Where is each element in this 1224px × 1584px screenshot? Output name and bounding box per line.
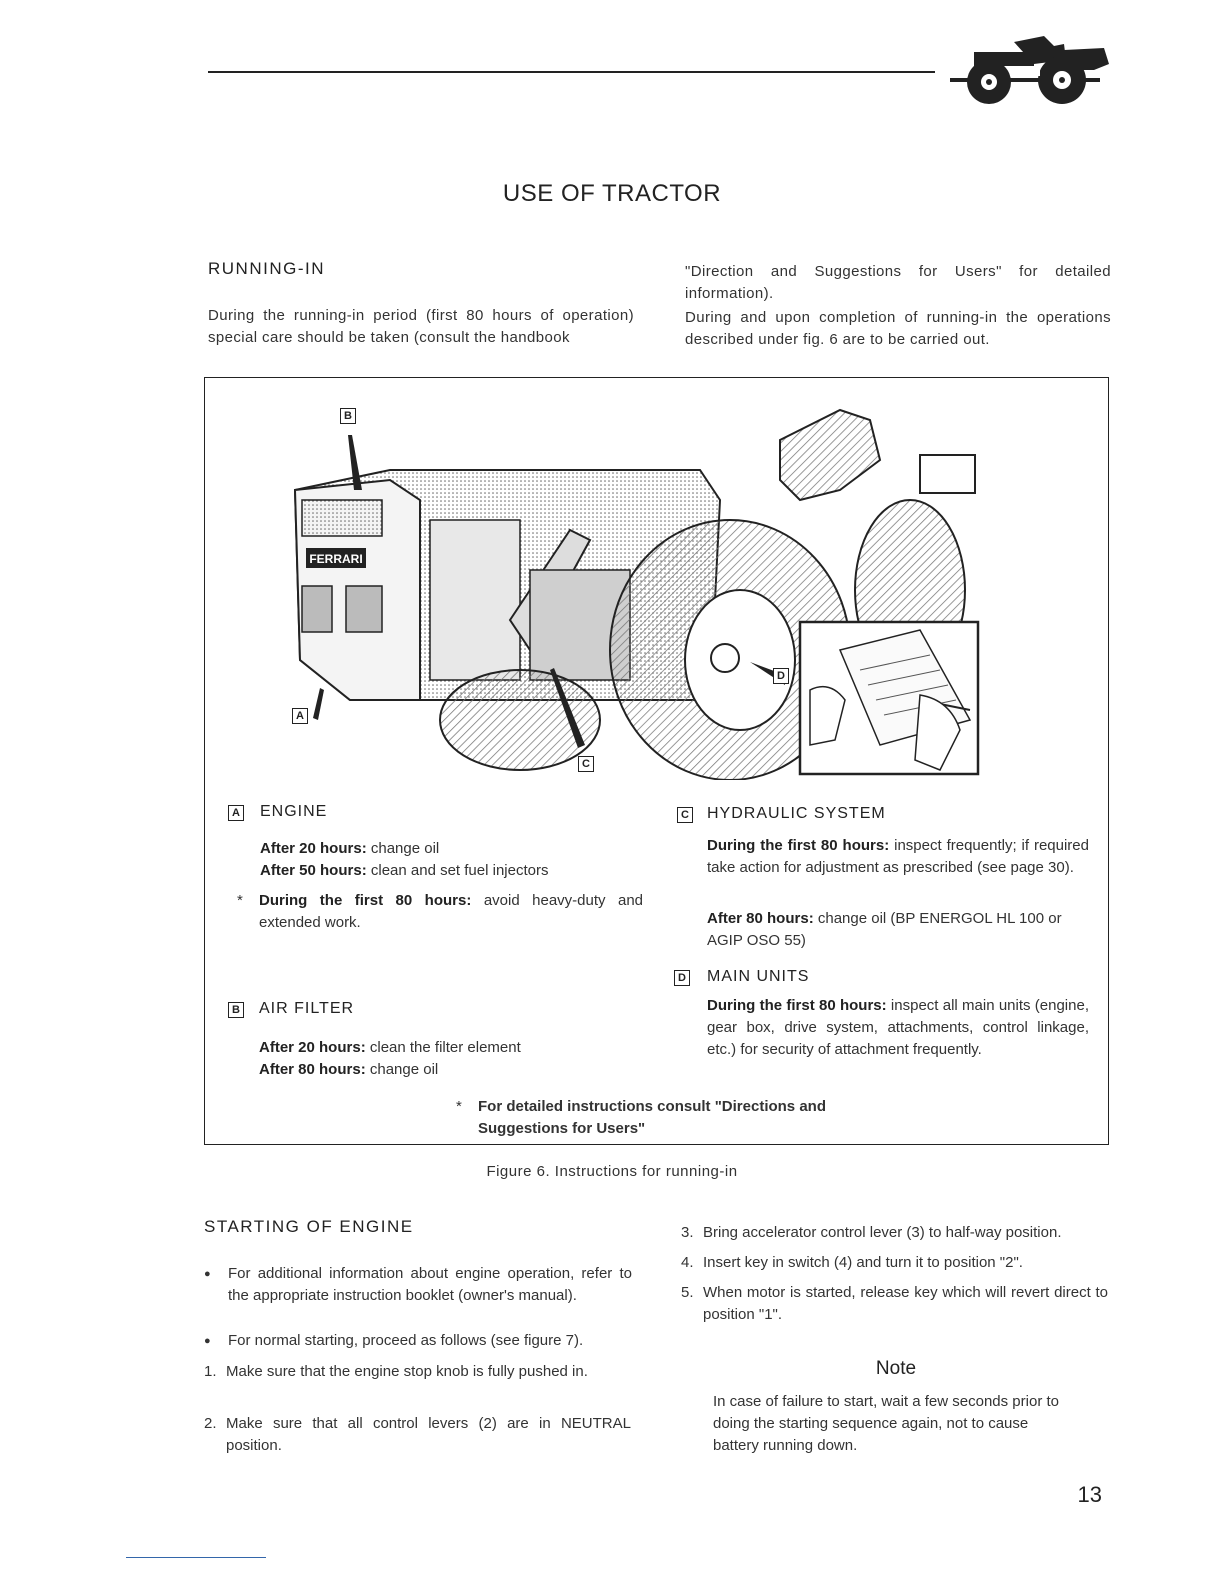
figure-label-b: B	[340, 408, 356, 424]
note-text: In case of failure to start, wait a few seconds prior to doing the starting sequence again, not to cause battery running down.	[713, 1393, 1059, 1454]
step-2-number: 2.	[204, 1415, 217, 1432]
main-units-label: D	[674, 970, 690, 986]
engine-line-1: After 20 hours: change oil	[260, 840, 440, 857]
figure-label-d: D	[773, 668, 789, 684]
step-3-number: 3.	[681, 1224, 694, 1241]
note-heading: Note	[875, 1358, 917, 1379]
starting-bullet-2: ● For normal starting, proceed as follows (see figure 7).	[228, 1330, 638, 1352]
engine-heading: ENGINE	[260, 803, 328, 820]
engine-star: *	[237, 892, 243, 909]
brand-plate: FERRARI	[309, 552, 363, 566]
running-in-para-left: During the running-in period (first 80 hours of operation) special care should be taken (consult the handbook	[208, 307, 634, 346]
running-in-para-right-1: "Direction and Suggestions for Users" for detailed information).	[685, 263, 1111, 302]
figure-label-c: C	[578, 756, 594, 772]
air-filter-line-2: After 80 hours: change oil	[259, 1061, 439, 1078]
starting-heading: STARTING OF ENGINE	[204, 1217, 414, 1236]
figure-label-a: A	[292, 708, 308, 724]
main-units-line-1: During the first 80 hours: inspect all main units (engine, gear box, drive system, attachments, control linkage, etc.) for security of attachment frequently.	[707, 997, 1089, 1058]
step-5-text: When motor is started, release key which will revert direct to position "1".	[703, 1284, 1108, 1323]
step-2-text: Make sure that all control levers (2) are in NEUTRAL position.	[226, 1415, 631, 1454]
step-1-number: 1.	[204, 1363, 217, 1380]
step-1-text: Make sure that the engine stop knob is fully pushed in.	[226, 1363, 588, 1380]
step-5-number: 5.	[681, 1284, 694, 1301]
page-title: USE OF TRACTOR	[502, 180, 722, 207]
step-4-number: 4.	[681, 1254, 694, 1271]
header-rule	[208, 71, 935, 73]
tractor-logo-icon	[944, 30, 1114, 110]
running-in-heading: RUNNING-IN	[208, 259, 325, 278]
air-filter-label: B	[228, 1002, 244, 1018]
running-in-para-right-2: During and upon completion of running-in the operations described under fig. 6 are to be carried out.	[685, 309, 1111, 348]
starting-bullet-1: ● For additional information about engine operation, refer to the appropriate instruction booklet (owner's manual).	[228, 1263, 632, 1307]
main-units-heading: MAIN UNITS	[707, 968, 810, 985]
engine-line-3: During the first 80 hours: avoid heavy-duty and extended work.	[259, 892, 643, 931]
engine-label: A	[228, 805, 244, 821]
figure-caption: Figure 6. Instructions for running-in	[486, 1163, 738, 1180]
hydraulic-heading: HYDRAULIC SYSTEM	[707, 805, 886, 822]
footnote-text: For detailed instructions consult "Directions and Suggestions for Users"	[478, 1098, 826, 1137]
air-filter-line-1: After 20 hours: clean the filter element	[259, 1039, 521, 1056]
hydraulic-line-1: During the first 80 hours: inspect frequently; if required take action for adjustment as prescribed (see page 30).	[707, 837, 1089, 876]
tractor-illustration	[280, 400, 980, 780]
footnote-star: *	[456, 1098, 462, 1115]
engine-line-2: After 50 hours: clean and set fuel injectors	[260, 862, 549, 879]
hydraulic-line-2: After 80 hours: change oil (BP ENERGOL HL 100 or AGIP OSO 55)	[707, 910, 1062, 949]
step-4-text: Insert key in switch (4) and turn it to position "2".	[703, 1254, 1023, 1271]
footer-line	[126, 1557, 266, 1558]
page-number: 13	[1077, 1482, 1102, 1507]
step-3-text: Bring accelerator control lever (3) to half-way position.	[703, 1224, 1062, 1241]
air-filter-heading: AIR FILTER	[259, 1000, 355, 1017]
hydraulic-label: C	[677, 807, 693, 823]
